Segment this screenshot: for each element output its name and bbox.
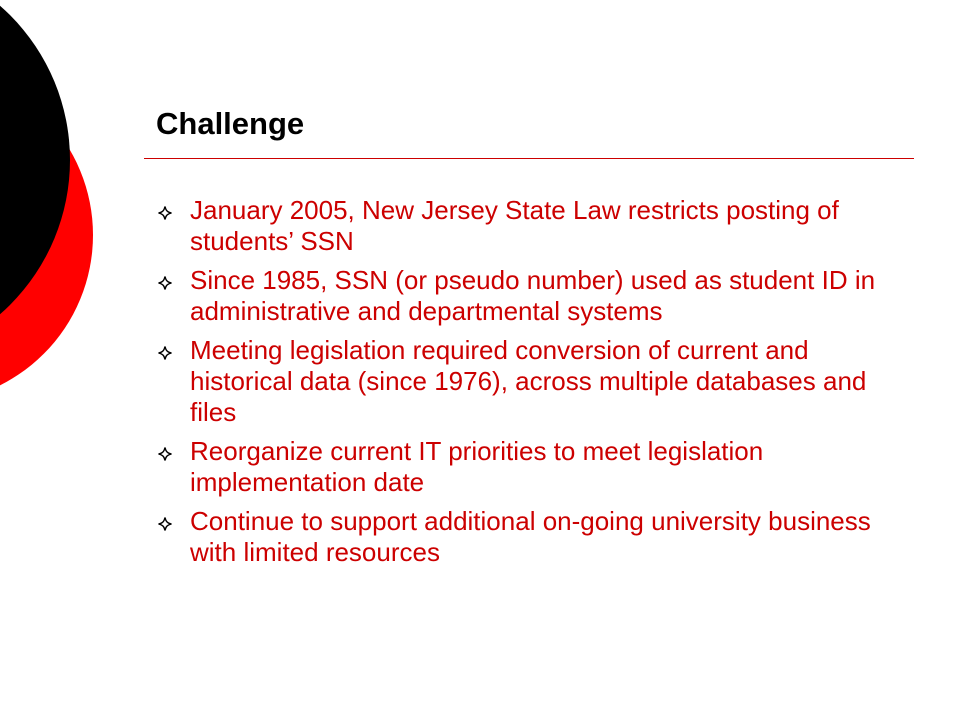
bullet-item <box>150 195 910 257</box>
bullet-item <box>150 506 910 568</box>
bullet-item <box>150 335 910 428</box>
bullet-item <box>150 436 910 498</box>
bullet-text: Since 1985, SSN (or pseudo number) used as student ID in administrative and departmental systems <box>190 265 876 326</box>
bullet-text: Meeting legislation required conversion of current and historical data (since 1976), across multiple databases and files <box>190 335 867 427</box>
title-divider <box>144 158 914 159</box>
diamond-bullet-icon <box>158 447 172 461</box>
diamond-bullet-icon <box>158 206 172 220</box>
bullet-list <box>150 195 910 576</box>
diamond-bullet-icon <box>158 346 172 360</box>
bullet-text: Continue to support additional on-going university business with limited resources <box>190 506 871 567</box>
slide-title: Challenge <box>156 106 305 141</box>
diamond-bullet-icon <box>158 517 172 531</box>
decorative-circles <box>0 0 140 400</box>
diamond-bullet-icon <box>158 276 172 290</box>
bullet-text: Reorganize current IT priorities to meet legislation implementation date <box>190 436 764 497</box>
bullet-item <box>150 265 910 327</box>
bullet-text: January 2005, New Jersey State Law restricts posting of students’ SSN <box>190 195 839 256</box>
